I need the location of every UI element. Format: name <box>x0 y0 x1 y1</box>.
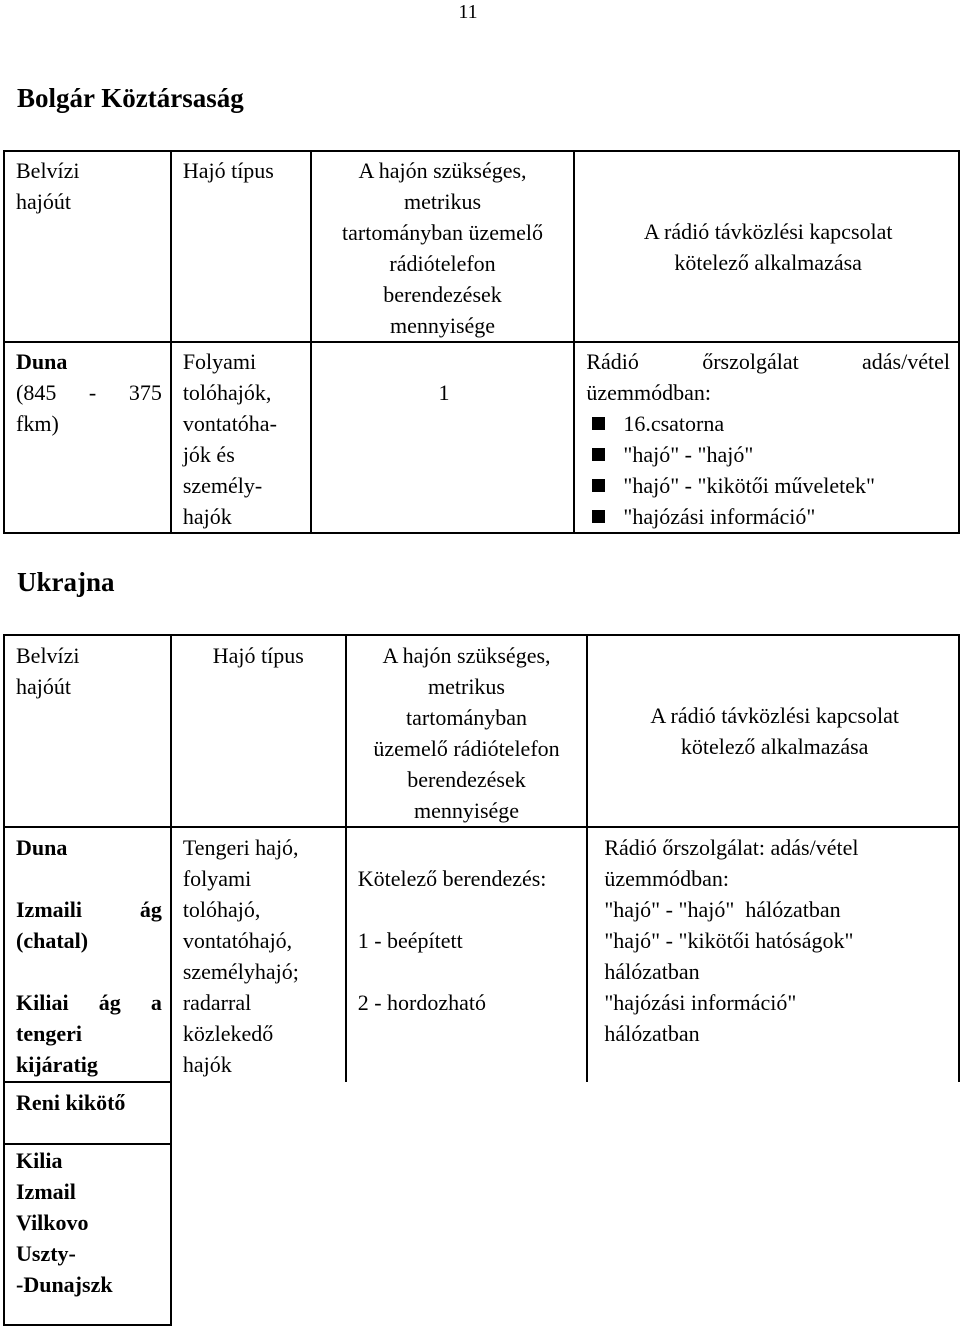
header-ship-type-line: Hajó típus <box>182 158 274 183</box>
header-quantity-line: A hajón szükséges, <box>382 643 551 668</box>
ship-type-line: hajók <box>182 1052 232 1077</box>
empty-cell <box>171 1144 959 1325</box>
header-ship-type <box>171 151 311 342</box>
waterway-range-start: (845 <box>16 380 57 405</box>
waterway-name: Duna <box>16 349 68 374</box>
header-waterway-line: hajóút <box>16 189 71 214</box>
ship-type-line: vontatóhajó, <box>182 928 293 953</box>
port-name: Vilkovo <box>16 1210 89 1235</box>
waterway-range <box>16 377 162 408</box>
row-equipment <box>346 827 588 1082</box>
row-waterway <box>4 342 171 533</box>
waterway-word: ág <box>139 897 162 922</box>
radio-item <box>586 439 950 470</box>
port-list <box>4 1144 171 1325</box>
header-quantity-line: üzemelő rádiótelefon <box>373 736 560 761</box>
waterway-word: ág <box>98 990 121 1015</box>
port-name: -Dunajszk <box>16 1272 113 1297</box>
ship-type-line: tolóhajó, <box>182 897 261 922</box>
equipment-fixed: 1 - beépített <box>357 928 463 953</box>
ship-type-line: radarral <box>182 990 252 1015</box>
header-quantity-line: tartományban üzemelő <box>342 220 544 245</box>
ukraine-table <box>3 634 960 1326</box>
radio-line: "hajó" - "hajó" hálózatban <box>604 897 841 922</box>
square-bullet-icon <box>592 510 605 523</box>
ship-type-line: jók és <box>182 442 235 467</box>
radio-line: hálózatban <box>604 1021 700 1046</box>
header-quantity-line: berendezések <box>407 767 526 792</box>
header-waterway-line: Belvízi <box>16 643 80 668</box>
radio-intro-word: Rádió <box>586 349 639 374</box>
port-name: Uszty- <box>16 1241 76 1266</box>
waterway-tengeri: tengeri <box>16 1021 82 1046</box>
row-ship-type <box>171 827 346 1082</box>
radio-line: "hajózási információ" <box>604 990 797 1015</box>
header-waterway-line: Belvízi <box>16 158 80 183</box>
ship-type-line: személy- <box>182 473 263 498</box>
waterway-kiliai <box>16 987 162 1018</box>
square-bullet-icon <box>592 417 605 430</box>
ship-type-line: hajók <box>182 504 232 529</box>
radio-line: Rádió őrszolgálat: adás/vétel <box>604 835 859 860</box>
row-radio <box>587 827 959 1082</box>
radio-item-text: "hajó" - "hajó" <box>623 442 754 467</box>
section-title-ukraine: Ukrajna <box>17 567 115 597</box>
waterway-range-end: 375 <box>128 380 162 405</box>
ship-type-line: folyami <box>182 866 252 891</box>
header-quantity <box>346 635 588 827</box>
waterway-kijaratig: kijáratig <box>16 1052 98 1077</box>
header-radio-line: kötelező alkalmazása <box>680 734 869 759</box>
row-quantity <box>311 342 575 533</box>
port-name: Izmail <box>16 1179 76 1204</box>
empty-cell <box>171 1082 959 1144</box>
header-quantity-line: mennyisége <box>413 798 520 823</box>
header-quantity-line: metrikus <box>428 674 505 699</box>
port-reni <box>4 1082 171 1144</box>
radio-line: "hajó" - "kikötői hatóságok" <box>604 928 854 953</box>
ship-type-line: személyhajó; <box>182 959 299 984</box>
header-waterway <box>4 635 171 827</box>
square-bullet-icon <box>592 448 605 461</box>
header-waterway-line: hajóút <box>16 674 71 699</box>
header-ship-type-line: Hajó típus <box>212 643 304 668</box>
bulgaria-table <box>3 150 960 534</box>
header-radio <box>587 635 959 827</box>
waterway-range-dash: - <box>88 380 97 405</box>
header-quantity-line: berendezések <box>383 282 502 307</box>
header-radio-line: kötelező alkalmazása <box>674 249 862 275</box>
radio-intro-mode: üzemmódban: <box>586 380 711 405</box>
header-quantity-line: metrikus <box>404 189 482 214</box>
waterway-izmaili <box>16 894 162 925</box>
radio-item <box>586 501 950 532</box>
waterway-duna: Duna <box>16 835 68 860</box>
ship-type-line: vontatóha- <box>182 411 277 436</box>
radio-item-text: 16.csatorna <box>623 411 725 436</box>
waterway-word: a <box>150 990 162 1015</box>
header-quantity <box>311 151 575 342</box>
section-title-bulgaria: Bolgár Köztársaság <box>17 83 244 113</box>
ship-type-line: közlekedő <box>182 1021 274 1046</box>
quantity-value: 1 <box>438 380 450 405</box>
square-bullet-icon <box>592 479 605 492</box>
radio-item <box>586 470 950 501</box>
header-quantity-line: rádiótelefon <box>389 251 496 276</box>
row-waterway <box>4 827 171 1082</box>
ship-type-line: Tengeri hajó, <box>182 835 299 860</box>
radio-line: üzemmódban: <box>604 866 729 891</box>
radio-intro-word: adás/vétel <box>862 349 950 374</box>
page-number: 11 <box>458 1 478 23</box>
header-radio-line: A rádió távközlési kapcsolat <box>643 218 893 244</box>
header-quantity-line: A hajón szükséges, <box>358 158 527 183</box>
port-name: Kilia <box>16 1148 63 1173</box>
equipment-portable: 2 - hordozható <box>357 990 486 1015</box>
header-quantity-line: mennyisége <box>389 313 496 338</box>
radio-intro-word: őrszolgálat <box>702 349 799 374</box>
waterway-word: Kiliai <box>16 990 69 1015</box>
waterway-chatal: (chatal) <box>16 928 89 953</box>
header-ship-type <box>171 635 346 827</box>
radio-item-text: "hajózási információ" <box>623 504 816 529</box>
waterway-range-unit: fkm) <box>16 411 59 436</box>
ship-type-line: Folyami <box>182 349 257 374</box>
row-ship-type <box>171 342 311 533</box>
radio-item <box>586 408 950 439</box>
equipment-title: Kötelező berendezés: <box>357 866 547 891</box>
ship-type-line: tolóhajók, <box>182 380 272 405</box>
header-quantity-line: tartományban <box>406 705 527 730</box>
port-reni-text: Reni kikötő <box>16 1090 126 1115</box>
header-radio <box>574 151 959 342</box>
radio-line: hálózatban <box>604 959 700 984</box>
radio-item-text: "hajó" - "kikötői műveletek" <box>623 473 875 498</box>
waterway-word: Izmaili <box>16 897 82 922</box>
header-radio-line: A rádió távközlési kapcsolat <box>650 703 899 728</box>
radio-intro <box>586 346 950 377</box>
row-radio <box>574 342 959 533</box>
header-waterway <box>4 151 171 342</box>
